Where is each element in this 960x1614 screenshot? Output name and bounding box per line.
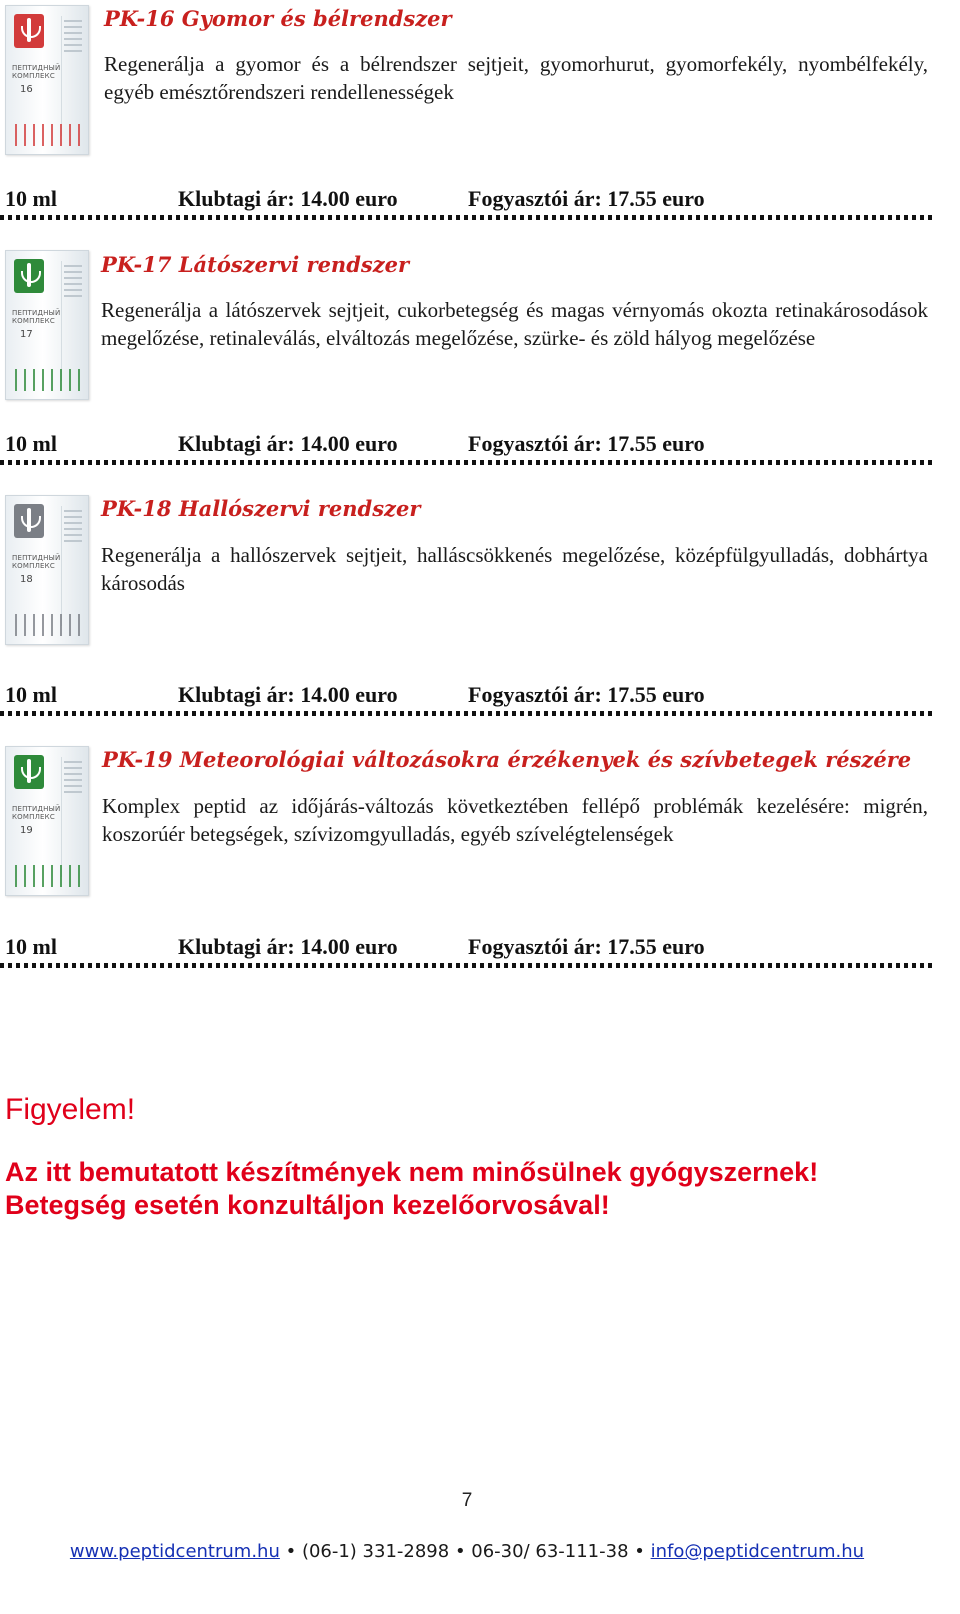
club-price: Klubtagi ár: 14.00 euro	[178, 431, 398, 456]
price-row	[0, 682, 960, 714]
footer-separator: •	[449, 1541, 472, 1562]
dotted-divider	[0, 460, 934, 465]
product-description: Regenerálja a látószervek sejtjeit, cukorbetegség és magas vérnyomás okozta retinakárosodások megelőzése, retinaleválás, elváltozás megelőzése, szürke- és zöld hályog megelőzése	[101, 298, 928, 350]
email-link[interactable]: info@peptidcentrum.hu	[650, 1541, 865, 1562]
product-title: PK-16 Gyomor és bélrendszer	[104, 6, 452, 31]
dotted-divider	[0, 215, 934, 220]
box-brand-text: ПЕПТИДНЫЙ КОМПЛЕКС	[12, 309, 61, 325]
box-number: 18	[20, 574, 33, 585]
product-box-image	[5, 746, 89, 896]
footer-contact	[0, 1541, 934, 1562]
footer-separator: •	[628, 1541, 651, 1562]
volume: 10 ml	[5, 934, 57, 959]
footer-separator: •	[279, 1541, 302, 1562]
phone-2: 06-30/ 63-111-38	[471, 1541, 629, 1562]
volume: 10 ml	[5, 431, 57, 456]
dotted-divider	[0, 711, 934, 716]
product-description: Regenerálja a gyomor és a bélrendszer sejtjeit, gyomorhurut, gyomorfekély, nyombélfekély, egyéb emésztőrendszeri rendellenességek	[104, 52, 928, 104]
price-row	[0, 186, 960, 218]
consumer-price: Fogyasztói ár: 17.55 euro	[468, 682, 705, 707]
club-price: Klubtagi ár: 14.00 euro	[178, 682, 398, 707]
consumer-price: Fogyasztói ár: 17.55 euro	[468, 934, 705, 959]
website-link[interactable]: www.peptidcentrum.hu	[69, 1541, 280, 1562]
dna-helix-icon	[12, 614, 82, 636]
box-brand-text: ПЕПТИДНЫЙ КОМПЛЕКС	[12, 64, 61, 80]
dna-helix-icon	[12, 124, 82, 146]
product-title: PK-17 Látószervi rendszer	[101, 252, 410, 277]
box-number: 16	[20, 84, 33, 95]
price-row	[0, 431, 960, 463]
box-brand-text: ПЕПТИДНЫЙ КОМПЛЕКС	[12, 554, 61, 570]
price-row	[0, 934, 960, 966]
product-title: PK-19 Meteorológiai változásokra érzékenyek és szívbetegek részére	[102, 747, 912, 772]
warning-line-2: Betegség esetén konzultáljon kezelőorvosával!	[5, 1190, 610, 1220]
brand-logo-icon	[14, 755, 44, 789]
brand-logo-icon	[14, 259, 44, 293]
volume: 10 ml	[5, 682, 57, 707]
box-number: 17	[20, 329, 33, 340]
box-brand-text: ПЕПТИДНЫЙ КОМПЛЕКС	[12, 805, 61, 821]
dna-helix-icon	[12, 369, 82, 391]
warning-heading: Figyelem!	[5, 1093, 136, 1126]
product-description: Komplex peptid az időjárás-változás következtében fellépő problémák kezelésére: migrén, koszorúér betegségek, szívizomgyulladás, egyéb szívelégtelenségek	[102, 794, 928, 846]
club-price: Klubtagi ár: 14.00 euro	[178, 186, 398, 211]
dna-helix-icon	[12, 865, 82, 887]
phone-1: (06-1) 331-2898	[301, 1541, 450, 1562]
page-number: 7	[461, 1490, 473, 1511]
club-price: Klubtagi ár: 14.00 euro	[178, 934, 398, 959]
product-box-image	[5, 5, 89, 155]
product-box-image	[5, 250, 89, 400]
product-box-image	[5, 495, 89, 645]
product-description: Regenerálja a hallószervek sejtjeit, halláscsökkenés megelőzése, középfülgyulladás, dobhártya károsodás	[101, 543, 928, 595]
product-title: PK-18 Hallószervi rendszer	[101, 496, 421, 521]
brand-logo-icon	[14, 14, 44, 48]
dotted-divider	[0, 963, 934, 968]
consumer-price: Fogyasztói ár: 17.55 euro	[468, 431, 705, 456]
volume: 10 ml	[5, 186, 57, 211]
consumer-price: Fogyasztói ár: 17.55 euro	[468, 186, 705, 211]
box-number: 19	[20, 825, 33, 836]
brand-logo-icon	[14, 504, 44, 538]
warning-line-1: Az itt bemutatott készítmények nem minősülnek gyógyszernek!	[5, 1157, 819, 1187]
